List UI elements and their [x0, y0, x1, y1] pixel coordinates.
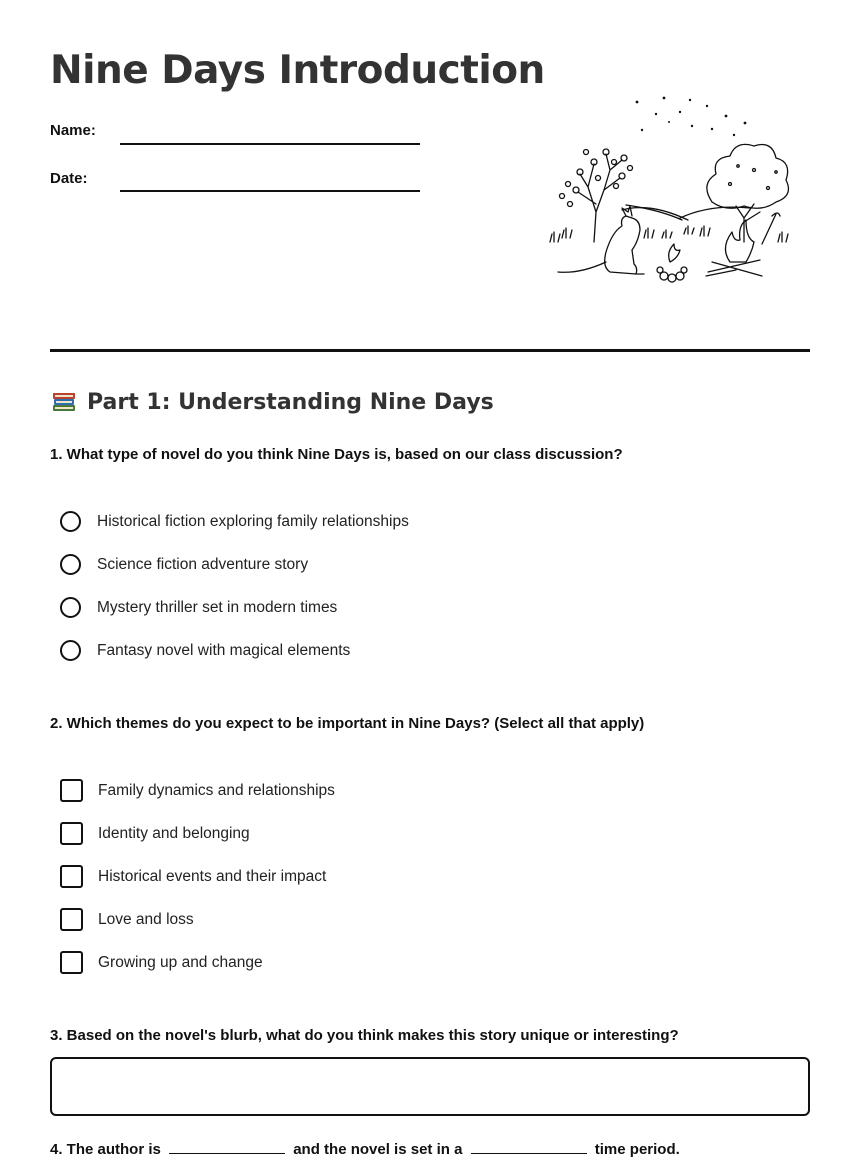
q1-option-2[interactable]: [60, 554, 308, 575]
q1-option-4[interactable]: [60, 640, 350, 661]
page-title: Nine Days Introduction: [50, 48, 545, 93]
checkbox[interactable]: [60, 865, 83, 888]
option-label: Historical events and their impact: [98, 867, 327, 885]
left-tree-leaves: [560, 149, 633, 207]
q2-option-2[interactable]: [60, 822, 250, 845]
q2-option-3[interactable]: [60, 865, 326, 888]
option-label: Science fiction adventure story: [97, 555, 309, 573]
checkbox[interactable]: [60, 951, 83, 974]
option-label: Growing up and change: [98, 953, 263, 971]
time-period-blank[interactable]: [471, 1141, 587, 1154]
question-2: 2. Which themes do you expect to be important in Nine Days? (Select all that apply): [50, 715, 645, 732]
part1-heading: [50, 388, 494, 416]
q4-text-3: time period.: [594, 1141, 680, 1158]
question-4: [50, 1141, 680, 1158]
option-label: Identity and belonging: [98, 824, 250, 842]
q2-option-4[interactable]: [60, 908, 194, 931]
q2-option-5[interactable]: [60, 951, 263, 974]
radio-button[interactable]: [60, 640, 81, 661]
radio-button[interactable]: [60, 597, 81, 618]
q1-option-3[interactable]: [60, 597, 337, 618]
campfire-small: [657, 244, 687, 282]
campfire-large: [706, 220, 762, 276]
option-label: Fantasy novel with magical elements: [97, 641, 351, 659]
author-blank[interactable]: [169, 1141, 285, 1154]
question-1: 1. What type of novel do you think Nine Days is, based on our class discussion?: [50, 446, 623, 463]
option-label: Family dynamics and relationships: [98, 781, 335, 799]
checkbox[interactable]: [60, 779, 83, 802]
outback-scene-illustration: [540, 92, 800, 292]
radio-button[interactable]: [60, 511, 81, 532]
option-label: Historical fiction exploring family relationships: [97, 512, 409, 530]
name-field[interactable]: [120, 143, 420, 145]
grass-tufts: [550, 226, 788, 242]
part1-title: Part 1: Understanding Nine Days: [87, 389, 494, 415]
q4-text-1: 4. The author is: [50, 1141, 161, 1158]
option-label: Love and loss: [98, 910, 194, 928]
date-label: Date:: [50, 170, 88, 187]
books-icon: [50, 388, 78, 416]
date-field[interactable]: [120, 190, 420, 192]
option-label: Mystery thriller set in modern times: [97, 598, 338, 616]
name-label: Name:: [50, 122, 96, 139]
stars: [636, 97, 747, 137]
checkbox[interactable]: [60, 822, 83, 845]
q4-text-2: and the novel is set in a: [293, 1141, 463, 1158]
q1-option-1[interactable]: [60, 511, 409, 532]
radio-button[interactable]: [60, 554, 81, 575]
checkbox[interactable]: [60, 908, 83, 931]
section-divider: [50, 349, 810, 352]
question-3: 3. Based on the novel's blurb, what do you think makes this story unique or interesting?: [50, 1027, 679, 1044]
q2-option-1[interactable]: [60, 779, 335, 802]
q3-answer-box[interactable]: [50, 1057, 810, 1116]
